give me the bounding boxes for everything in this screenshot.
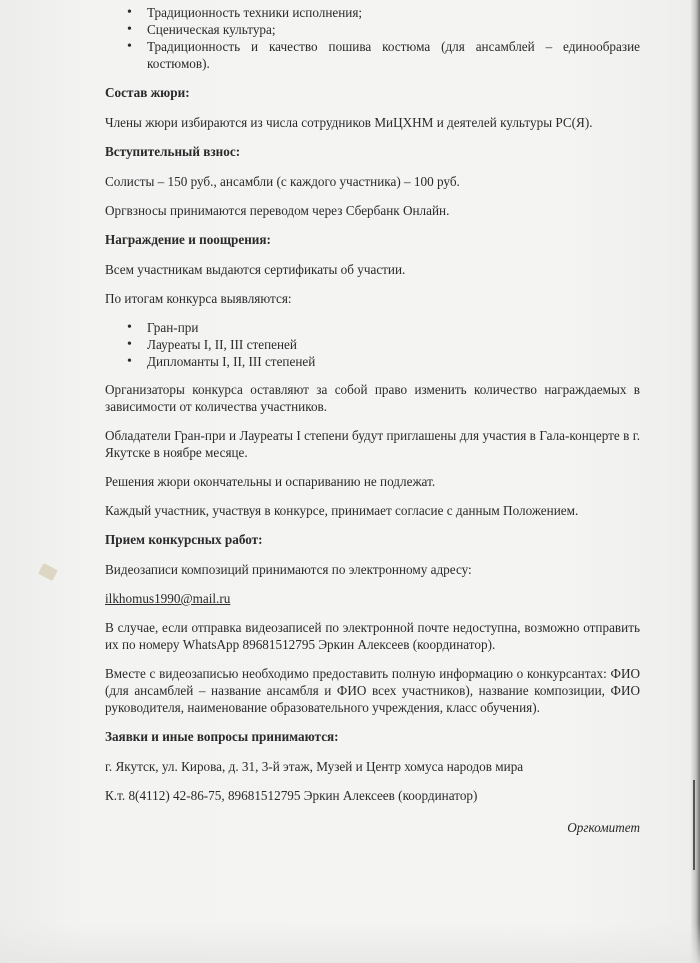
- awards-heading: Награждение и поощрения:: [105, 232, 271, 247]
- awards-list: [105, 319, 640, 370]
- fee-heading: Вступительный взнос:: [105, 144, 241, 159]
- criteria-list: [105, 4, 640, 72]
- contacts-phone: К.т. 8(4112) 42-86-75, 89681512795 Эркин Алексеев (координатор): [105, 788, 478, 803]
- scan-bottom-shade: [0, 923, 700, 963]
- submissions-text: Видеозаписи композиций принимаются по электронному адресу:: [105, 562, 472, 577]
- list-item: • Традиционность техники исполнения;: [105, 4, 640, 21]
- email-link[interactable]: ilkhomus1990@mail.ru: [105, 591, 231, 606]
- awards-paragraph: Организаторы конкурса оставляют за собой право изменить количество награждаемых в зависимости от количества участников.: [105, 382, 640, 414]
- scan-edge-line: [693, 780, 695, 870]
- submissions-heading: Прием конкурсных работ:: [105, 532, 263, 547]
- fee-payment-text: Оргвзносы принимаются переводом через Сбербанк Онлайн.: [105, 203, 450, 218]
- list-item: • Традиционность и качество пошива костюма (для ансамблей – единообразие костюмов).: [105, 38, 640, 72]
- fee-text: Солисты – 150 руб., ансамбли (с каждого участника) – 100 руб.: [105, 174, 460, 189]
- jury-text: Члены жюри избираются из числа сотрудников МиЦХНМ и деятелей культуры РС(Я).: [105, 115, 593, 130]
- submissions-paragraph: В случае, если отправка видеозаписей по электронной почте недоступна, возможно отправить их по номеру WhatsApp 89681512795 Эркин Алексеев (координатор).: [105, 620, 640, 652]
- paper-mark: [38, 563, 58, 581]
- awards-paragraph: Каждый участник, участвуя в конкурсе, принимает согласие с данным Положением.: [105, 503, 579, 518]
- contacts-heading: Заявки и иные вопросы принимаются:: [105, 729, 339, 744]
- signature: Оргкомитет: [567, 820, 640, 835]
- contacts-address: г. Якутск, ул. Кирова, д. 31, 3-й этаж, Музей и Центр хомуса народов мира: [105, 759, 524, 774]
- scan-edge-shadow: [690, 0, 700, 963]
- awards-certificates-text: Всем участникам выдаются сертификаты об участии.: [105, 262, 406, 277]
- list-item: • Гран-при: [105, 319, 640, 336]
- document-body: [105, 4, 640, 836]
- list-item: • Лауреаты I, II, III степеней: [105, 336, 640, 353]
- awards-paragraph: Решения жюри окончательны и оспариванию не подлежат.: [105, 474, 436, 489]
- list-item: • Дипломанты I, II, III степеней: [105, 353, 640, 370]
- submissions-paragraph: Вместе с видеозаписью необходимо предоставить полную информацию о конкурсантах: ФИО (для ансамблей – название ансамбля и ФИО всех участников), название композиции, ФИО руководителя, наименование образовательного учреждения, класс обучения).: [105, 666, 640, 715]
- jury-heading: Состав жюри:: [105, 85, 190, 100]
- list-item: • Сценическая культура;: [105, 21, 640, 38]
- awards-paragraph: Обладатели Гран-при и Лауреаты I степени будут приглашены для участия в Гала-концерте в г. Якутске в ноябре месяце.: [105, 428, 640, 460]
- awards-results-text: По итогам конкурса выявляются:: [105, 291, 292, 306]
